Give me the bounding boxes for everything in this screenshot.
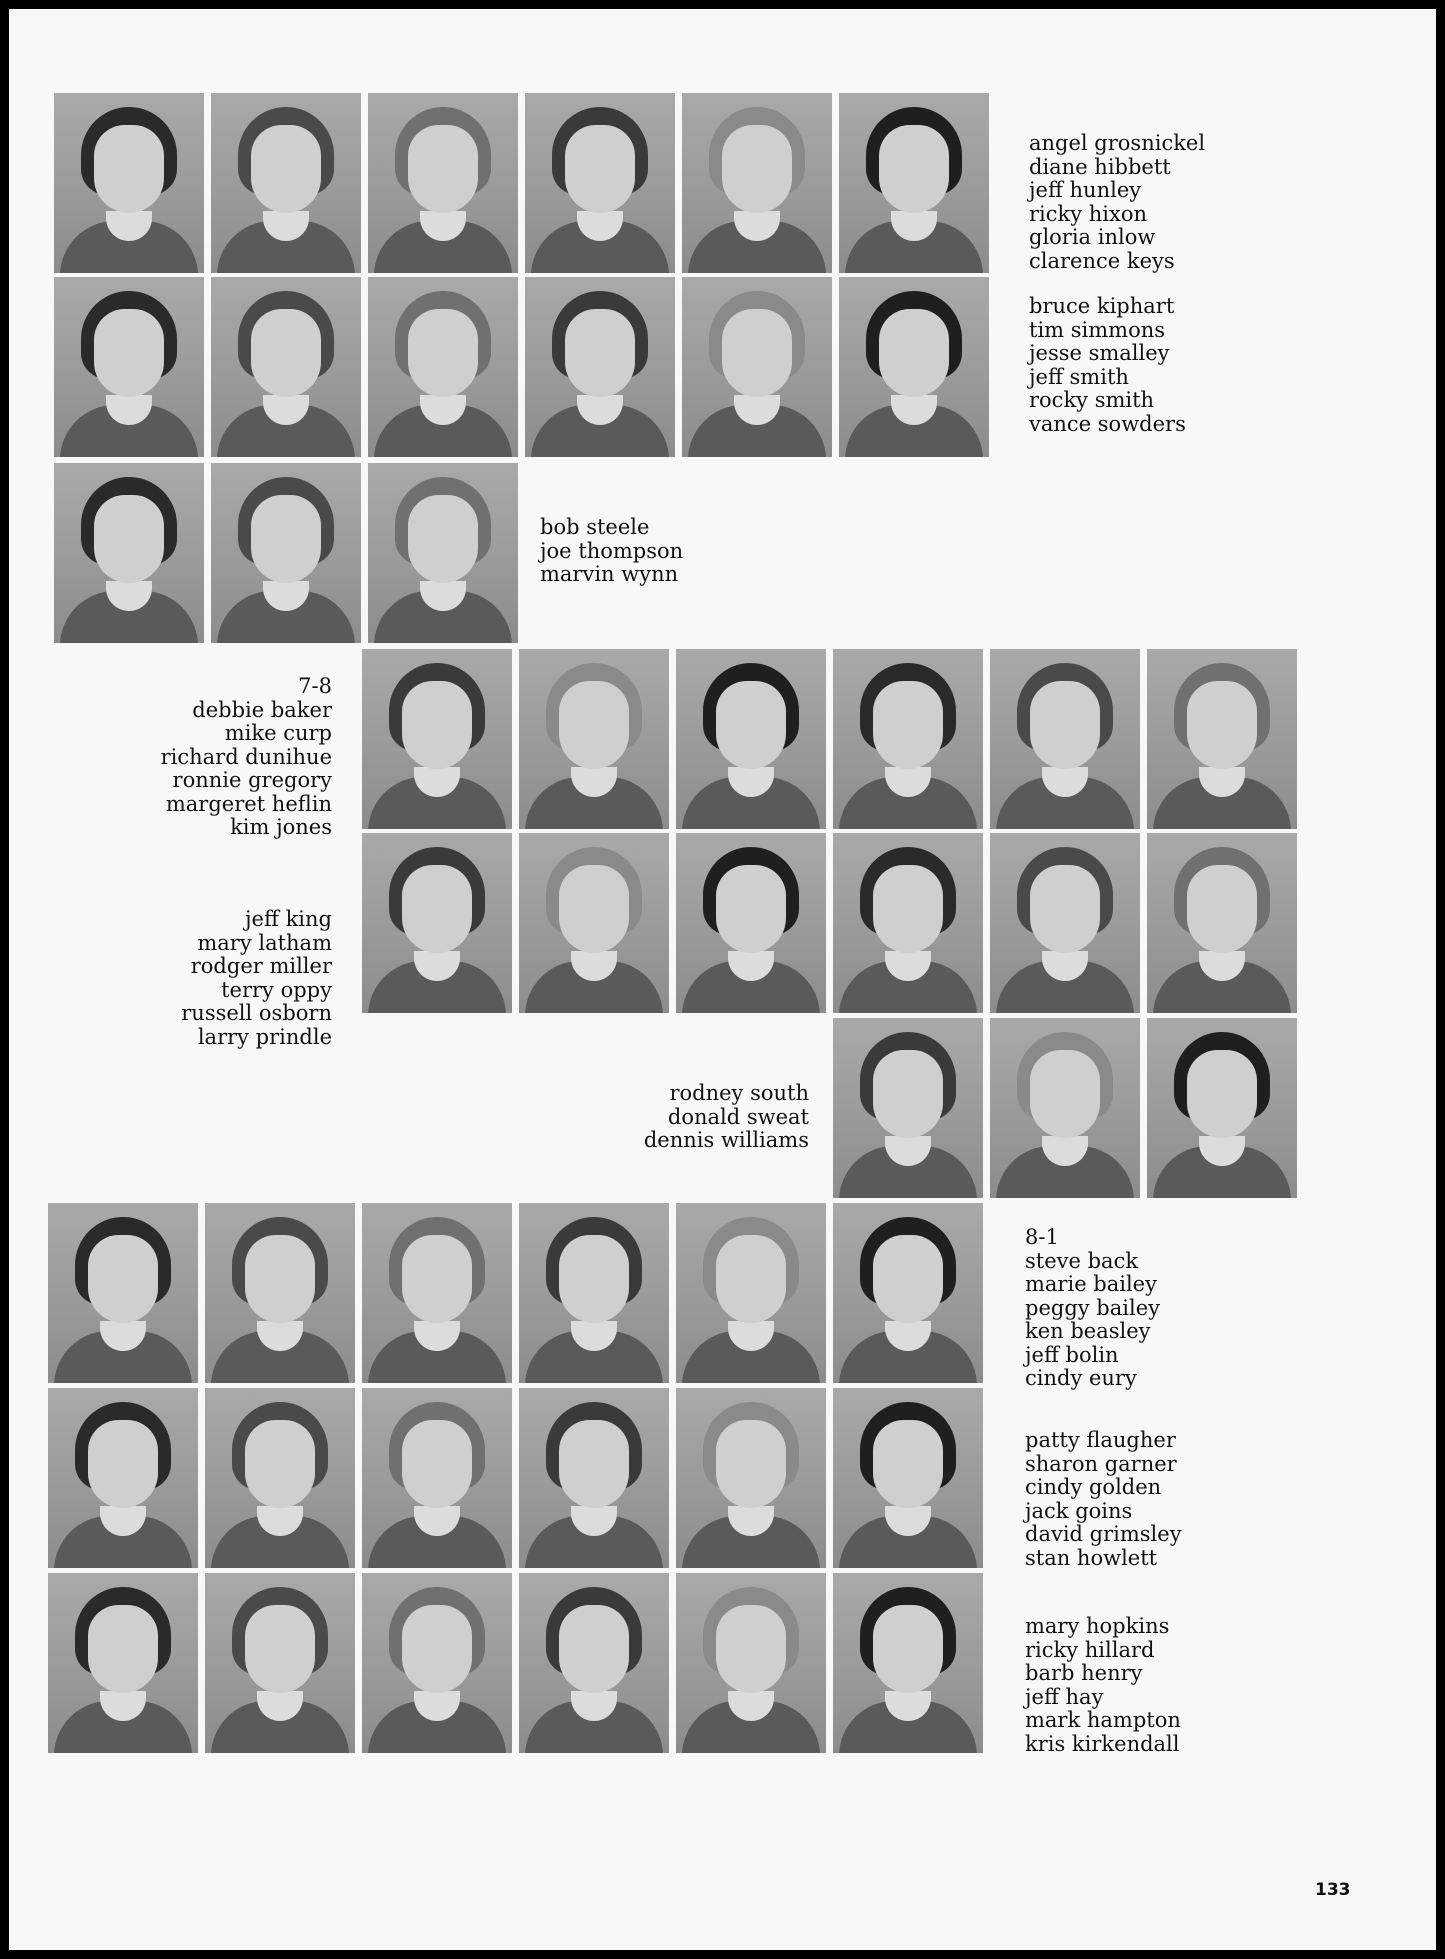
student-portrait	[48, 1203, 198, 1383]
student-portrait	[362, 1573, 512, 1753]
student-name: clarence keys	[1029, 248, 1175, 273]
student-portrait	[676, 1203, 826, 1383]
student-portrait	[211, 93, 361, 273]
student-portrait	[1147, 1018, 1297, 1198]
student-name: jeff smith	[1029, 364, 1129, 389]
homeroom-label: 7-8	[298, 674, 332, 698]
name-list	[1025, 1226, 1160, 1391]
student-name: mark hampton	[1025, 1708, 1181, 1732]
student-portrait	[519, 649, 669, 829]
student-name: ricky hillard	[1025, 1637, 1155, 1662]
student-name: marvin wynn	[540, 562, 679, 586]
name-list	[569, 1082, 809, 1153]
yearbook-page	[9, 9, 1436, 1950]
student-portrait	[362, 649, 512, 829]
student-portrait	[682, 277, 832, 457]
student-name: jeff hunley	[1029, 178, 1142, 202]
name-list	[1029, 295, 1186, 436]
student-portrait	[990, 1018, 1140, 1198]
homeroom-label: 8-1	[1025, 1225, 1059, 1249]
student-name: gloria inlow	[1029, 225, 1156, 249]
student-name: marie bailey	[1025, 1272, 1157, 1296]
student-portrait	[54, 277, 204, 457]
student-name: larry prindle	[197, 1024, 332, 1049]
student-portrait	[833, 833, 983, 1013]
student-portrait	[362, 833, 512, 1013]
student-name: sharon garner	[1025, 1451, 1177, 1476]
student-name: jeff hay	[1025, 1684, 1104, 1709]
student-portrait	[833, 1388, 983, 1568]
name-list	[1029, 132, 1205, 273]
student-portrait	[1147, 833, 1297, 1013]
student-name: patty flaugher	[1025, 1428, 1176, 1452]
student-name: cindy eury	[1025, 1366, 1137, 1390]
student-name: russell osborn	[181, 1001, 332, 1025]
student-portrait	[676, 649, 826, 829]
student-portrait	[519, 1203, 669, 1383]
student-name: cindy golden	[1025, 1475, 1162, 1499]
name-list	[109, 908, 332, 1049]
student-name: rocky smith	[1029, 388, 1155, 412]
student-name: barb henry	[1025, 1661, 1143, 1685]
student-name: david grimsley	[1025, 1522, 1182, 1546]
student-portrait	[833, 1573, 983, 1753]
name-list	[1025, 1429, 1182, 1570]
student-portrait	[833, 1203, 983, 1383]
student-name: kim jones	[230, 815, 332, 839]
page-number: 133	[1315, 1880, 1351, 1900]
student-name: margeret heflin	[165, 791, 332, 816]
student-portrait	[205, 1388, 355, 1568]
student-name: jeff bolin	[1025, 1342, 1119, 1367]
student-name: terry oppy	[221, 977, 332, 1002]
student-name: donald sweat	[667, 1104, 809, 1129]
student-portrait	[48, 1388, 198, 1568]
student-portrait	[1147, 649, 1297, 829]
student-portrait	[519, 1388, 669, 1568]
student-portrait	[833, 649, 983, 829]
student-portrait	[54, 463, 204, 643]
student-portrait	[990, 649, 1140, 829]
student-portrait	[211, 463, 361, 643]
student-name: rodger miller	[190, 954, 332, 978]
student-name: mary latham	[197, 930, 332, 955]
student-name: diane hibbett	[1029, 154, 1171, 179]
student-name: ricky hixon	[1029, 201, 1148, 226]
student-name: vance sowders	[1029, 411, 1186, 436]
student-portrait	[676, 1388, 826, 1568]
student-portrait	[990, 833, 1140, 1013]
student-portrait	[48, 1573, 198, 1753]
student-portrait	[205, 1573, 355, 1753]
student-portrait	[368, 93, 518, 273]
student-name: debbie baker	[192, 697, 332, 722]
student-name: bob steele	[540, 515, 650, 539]
student-name: joe thompson	[540, 538, 684, 563]
student-name: bruce kiphart	[1029, 294, 1175, 318]
student-portrait	[525, 93, 675, 273]
student-name: kris kirkendall	[1025, 1731, 1180, 1756]
student-portrait	[368, 277, 518, 457]
student-name: ken beasley	[1025, 1319, 1151, 1343]
student-name: ronnie gregory	[172, 768, 332, 792]
student-portrait	[833, 1018, 983, 1198]
student-portrait	[839, 93, 989, 273]
student-portrait	[362, 1203, 512, 1383]
student-portrait	[54, 93, 204, 273]
student-name: tim simmons	[1029, 317, 1166, 342]
student-portrait	[519, 1573, 669, 1753]
name-list	[540, 516, 683, 587]
name-list	[1025, 1615, 1181, 1756]
student-name: dennis williams	[643, 1128, 809, 1152]
student-name: jack goins	[1025, 1498, 1133, 1523]
student-name: rodney south	[669, 1081, 809, 1105]
student-portrait	[676, 833, 826, 1013]
student-portrait	[519, 833, 669, 1013]
student-portrait	[682, 93, 832, 273]
student-name: jeff king	[245, 907, 332, 931]
student-name: angel grosnickel	[1029, 131, 1206, 155]
student-name: mike curp	[224, 721, 332, 745]
student-portrait	[839, 277, 989, 457]
student-name: peggy bailey	[1025, 1295, 1160, 1320]
student-portrait	[211, 277, 361, 457]
student-name: richard dunihue	[160, 744, 332, 769]
student-portrait	[368, 463, 518, 643]
student-name: mary hopkins	[1025, 1614, 1170, 1638]
student-name: stan howlett	[1025, 1545, 1158, 1570]
student-name: steve back	[1025, 1248, 1139, 1273]
student-portrait	[362, 1388, 512, 1568]
student-portrait	[205, 1203, 355, 1383]
student-name: jesse smalley	[1029, 341, 1170, 365]
name-list	[109, 675, 332, 840]
student-portrait	[525, 277, 675, 457]
student-portrait	[676, 1573, 826, 1753]
